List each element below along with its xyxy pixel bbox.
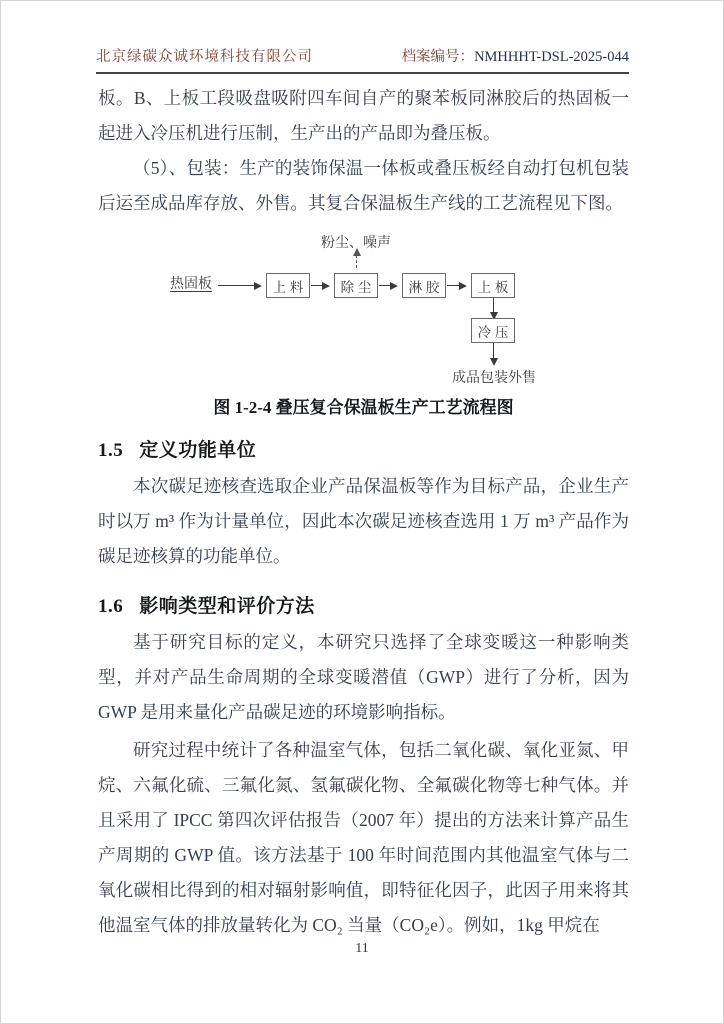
page-content	[98, 81, 629, 943]
flowchart-box-feeding: 上 料	[266, 273, 310, 298]
flowchart-box-cold-press: 冷 压	[471, 318, 515, 343]
archive-label: 档案编号：	[401, 49, 475, 65]
flowchart-output-label: 成品包装外售	[452, 369, 536, 385]
paragraph-packing: （5）、包装：生产的装饰保温一体板或叠压板经自动打包机包装后运至成品库存放、外售。其复合保温板生产线的工艺流程见下图。	[98, 158, 629, 213]
arrow-down-icon	[493, 298, 494, 318]
paragraph-continuation: 板。B、上板工段吸盘吸附四车间自产的聚苯板同淋胶后的热固板一起进入冷压机进行压制，生产出的产品即为叠压板。	[98, 88, 629, 143]
section-1-6-paragraph-1: 基于研究目标的定义，本研究只选择了全球变暖这一种影响类型，并对产品生命周期的全球变暖潜值（GWP）进行了分析，因为 GWP 是用来量化产品碳足迹的环境影响指标。	[98, 632, 629, 722]
section-heading-1-5	[98, 435, 629, 462]
section-1-5-paragraph: 本次碳足迹核查选取企业产品保温板等作为目标产品，企业生产时以万 m³ 作为计量单位，因此本次碳足迹核查选用 1 万 m³ 产品作为碳足迹核算的功能单位。	[98, 476, 629, 566]
section-title: 影响类型和评价方法	[139, 596, 315, 617]
arrow-right-icon	[218, 285, 260, 286]
company-name: 北京绿碳众诚环境科技有限公司	[96, 49, 313, 65]
flowchart-box-gluing: 淋 胶	[402, 273, 446, 298]
process-flowchart	[98, 229, 633, 385]
page-header	[96, 45, 629, 74]
flowchart-emission-label: 粉尘、噪声	[321, 234, 391, 250]
section-1-6-paragraph-2: 研究过程中统计了各种温室气体，包括二氧化碳、氧化亚氮、甲烷、六氟化硫、三氟化氮、氢氟碳化物、全氟碳化物等七种气体。并且采用了 IPCC 第四次评估报告（2007 年）提出的方法来计算产品生产周期的 GWP 值。该方法基于 100 年时间范围内其他温室气体与二氧化碳相比得到的相对辐射影响值，即特征化因子，此因子用来将其他温室气体的排放量转化为 CO₂ 当量（CO₂e）。例如，1kg 甲烷在	[98, 740, 629, 935]
page-number: 11	[355, 941, 369, 956]
archive-number	[402, 45, 629, 66]
arrow-right-icon	[379, 285, 396, 286]
arrow-right-icon	[311, 285, 328, 286]
arrow-right-icon	[447, 285, 465, 286]
flowchart-box-boarding: 上 板	[471, 273, 515, 298]
figure-caption: 图 1-2-4 叠压复合保温板生产工艺流程图	[213, 398, 514, 417]
section-number: 1.5	[98, 440, 124, 461]
section-title: 定义功能单位	[139, 440, 257, 461]
section-number: 1.6	[98, 596, 124, 617]
flowchart-box-dedusting: 除 尘	[334, 273, 378, 298]
arrow-down-icon	[493, 343, 494, 364]
section-heading-1-6	[98, 591, 629, 618]
archive-value: NMHHHT-DSL-2025-044	[474, 49, 629, 65]
dashed-up-arrow	[356, 255, 357, 268]
flowchart-input-label: 热固板	[170, 275, 212, 291]
